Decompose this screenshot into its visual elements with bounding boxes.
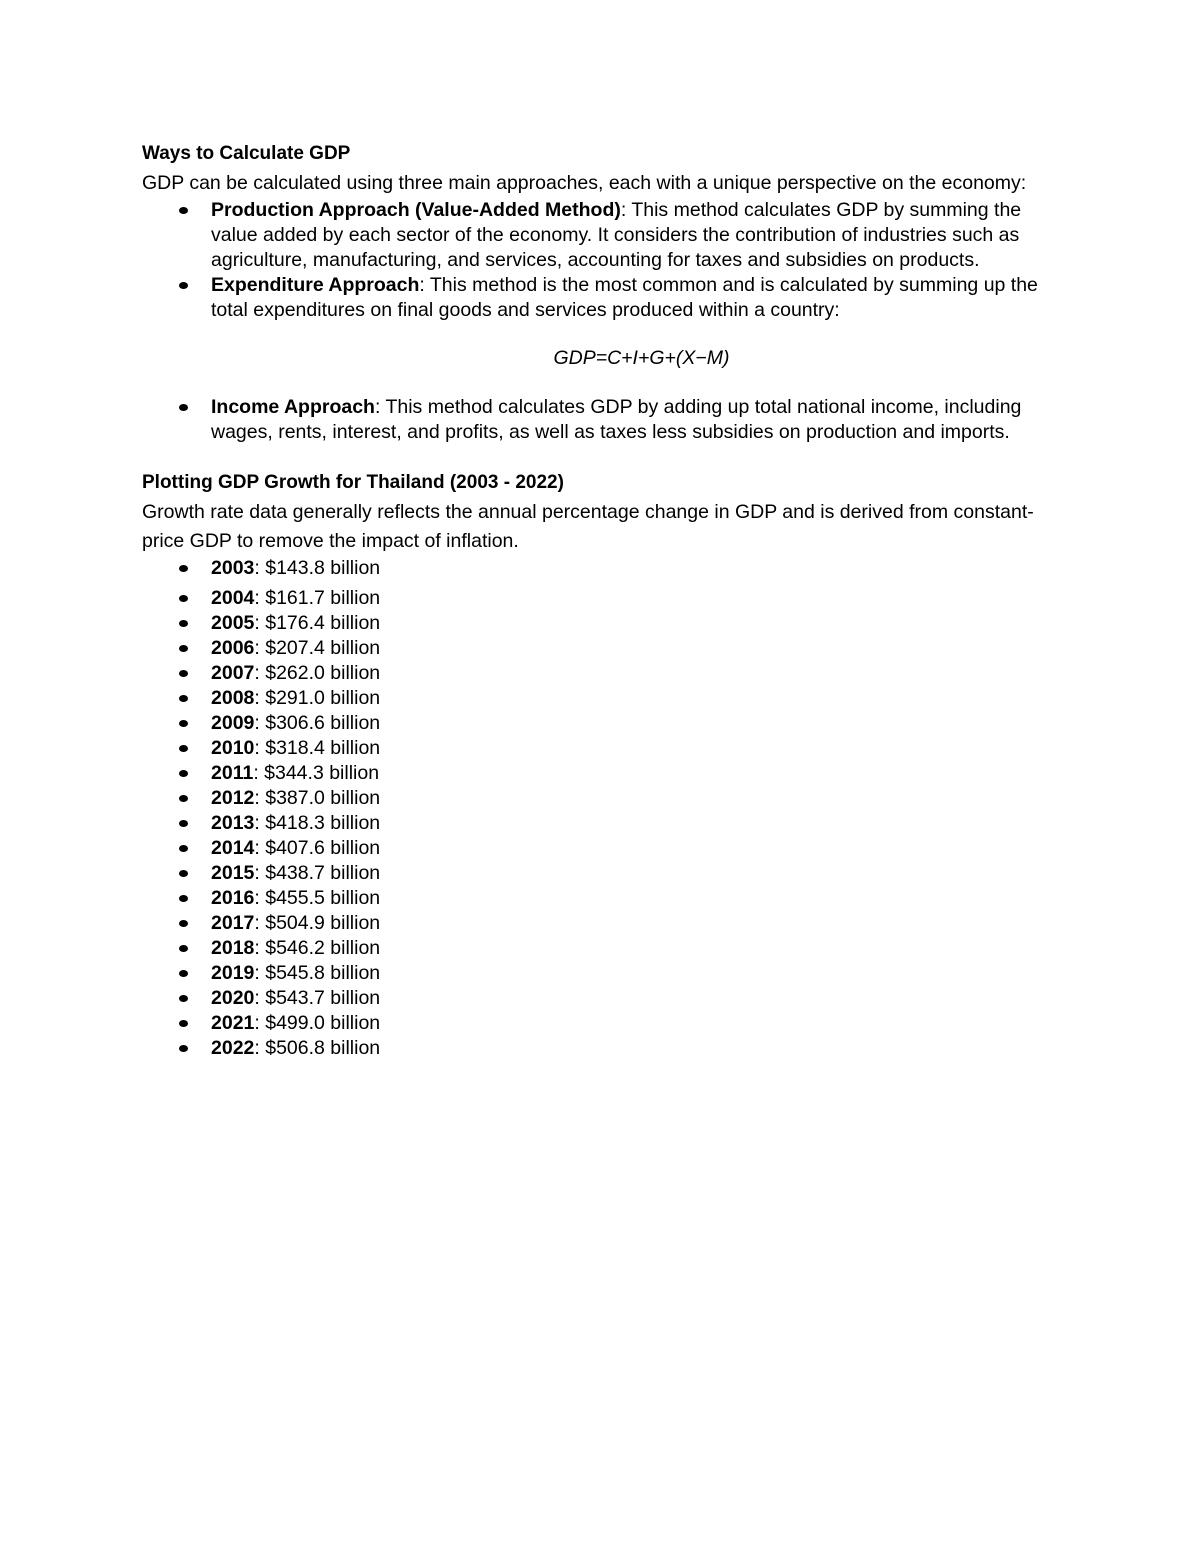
list-item-gdp-year bbox=[142, 1011, 1072, 1036]
approach-description: : This method calculates GDP by adding up total national income, including wages, rents, interest, and profits, as well as taxes less subsidies on production and imports. bbox=[211, 396, 1022, 443]
list-item-gdp-year bbox=[142, 836, 1072, 861]
year-label: 2017 bbox=[211, 912, 255, 934]
bullet-icon bbox=[179, 1045, 188, 1052]
bullet-icon bbox=[179, 870, 188, 877]
bullet-icon bbox=[179, 645, 188, 652]
bullet-icon bbox=[179, 695, 188, 702]
gdp-value: : $318.4 billion bbox=[254, 737, 381, 759]
year-label: 2013 bbox=[211, 812, 255, 834]
year-label: 2005 bbox=[211, 612, 255, 634]
year-label: 2012 bbox=[211, 787, 255, 809]
list-item-gdp-year bbox=[142, 611, 1072, 636]
bullet-icon bbox=[179, 1020, 188, 1027]
document-page bbox=[142, 141, 1072, 1061]
year-label: 2021 bbox=[211, 1012, 255, 1034]
section-gdp-growth-thailand bbox=[142, 470, 1072, 1061]
bullet-icon bbox=[179, 620, 188, 627]
bullet-icon bbox=[179, 720, 188, 727]
year-label: 2008 bbox=[211, 687, 255, 709]
approach-title: Income Approach bbox=[211, 396, 375, 418]
approach-description: : This method is the most common and is calculated by summing up the total expenditures on final goods and services produced within a country: bbox=[211, 274, 1038, 321]
bullet-icon bbox=[179, 895, 188, 902]
list-item-gdp-year bbox=[142, 961, 1072, 986]
year-label: 2020 bbox=[211, 987, 255, 1009]
year-label: 2009 bbox=[211, 712, 255, 734]
bullet-icon bbox=[179, 795, 188, 802]
approach-title: Expenditure Approach bbox=[211, 274, 420, 296]
list-item-gdp-year bbox=[142, 686, 1072, 711]
bullet-icon bbox=[179, 404, 188, 411]
gdp-value: : $455.5 billion bbox=[254, 887, 381, 909]
gdp-value: : $407.6 billion bbox=[254, 837, 381, 859]
section-heading-plotting-gdp-growth: Plotting GDP Growth for Thailand (2003 - 2022) bbox=[142, 472, 564, 493]
list-item-production-approach bbox=[142, 198, 1072, 273]
year-label: 2015 bbox=[211, 862, 255, 884]
gdp-value: : $262.0 billion bbox=[254, 662, 381, 684]
gdp-value: : $504.9 billion bbox=[254, 912, 381, 934]
bullet-icon bbox=[179, 820, 188, 827]
year-label: 2011 bbox=[211, 762, 254, 784]
bullet-icon bbox=[179, 595, 188, 602]
year-label: 2006 bbox=[211, 637, 255, 659]
bullet-icon bbox=[179, 282, 188, 289]
gdp-value: : $546.2 billion bbox=[254, 937, 381, 959]
bullet-icon bbox=[179, 207, 188, 214]
gdp-value: : $143.8 billion bbox=[254, 557, 381, 579]
bullet-icon bbox=[179, 845, 188, 852]
list-item-gdp-year bbox=[142, 761, 1072, 786]
gdp-value: : $499.0 billion bbox=[254, 1012, 381, 1034]
year-label: 2014 bbox=[211, 837, 255, 859]
bullet-icon bbox=[179, 970, 188, 977]
bullet-icon bbox=[179, 945, 188, 952]
gdp-value: : $545.8 billion bbox=[254, 962, 381, 984]
gdp-value: : $418.3 billion bbox=[254, 812, 381, 834]
bullet-icon bbox=[179, 745, 188, 752]
list-item-expenditure-approach bbox=[142, 273, 1072, 323]
list-item-gdp-year bbox=[142, 861, 1072, 886]
list-item-gdp-year bbox=[142, 556, 1072, 581]
gdp-value: : $344.3 billion bbox=[253, 762, 380, 784]
bullet-icon bbox=[179, 565, 188, 572]
section-heading-ways-to-calculate-gdp: Ways to Calculate GDP bbox=[142, 143, 351, 164]
section-intro-paragraph: Growth rate data generally reflects the annual percentage change in GDP and is derived from constant-price GDP to remove the impact of inflation. bbox=[142, 501, 1034, 552]
gdp-formula: GDP=C+I+G+(X−M) bbox=[553, 347, 730, 369]
year-label: 2003 bbox=[211, 557, 255, 579]
list-item-gdp-year bbox=[142, 886, 1072, 911]
approach-title: Production Approach (Value-Added Method) bbox=[211, 199, 621, 221]
list-item-income-approach bbox=[142, 395, 1072, 445]
approaches-list bbox=[142, 198, 1072, 323]
year-label: 2019 bbox=[211, 962, 255, 984]
gdp-value: : $291.0 billion bbox=[254, 687, 381, 709]
gdp-value: : $176.4 billion bbox=[254, 612, 381, 634]
list-item-gdp-year bbox=[142, 711, 1072, 736]
list-item-gdp-year bbox=[142, 586, 1072, 611]
list-item-gdp-year bbox=[142, 786, 1072, 811]
approaches-list-continued bbox=[142, 395, 1072, 445]
list-item-gdp-year bbox=[142, 936, 1072, 961]
year-label: 2007 bbox=[211, 662, 255, 684]
year-label: 2016 bbox=[211, 887, 255, 909]
bullet-icon bbox=[179, 920, 188, 927]
year-label: 2018 bbox=[211, 937, 255, 959]
list-item-gdp-year bbox=[142, 911, 1072, 936]
year-label: 2010 bbox=[211, 737, 255, 759]
gdp-value: : $543.7 billion bbox=[254, 987, 381, 1009]
list-item-gdp-year bbox=[142, 661, 1072, 686]
list-item-gdp-year bbox=[142, 986, 1072, 1011]
list-item-gdp-year bbox=[142, 811, 1072, 836]
list-item-gdp-year bbox=[142, 736, 1072, 761]
year-label: 2022 bbox=[211, 1037, 255, 1059]
gdp-value: : $207.4 billion bbox=[254, 637, 381, 659]
bullet-icon bbox=[179, 770, 188, 777]
approach-description: : This method calculates GDP by summing the value added by each sector of the economy. It considers the contribution of industries such as agriculture, manufacturing, and services, accounting for taxes and subsidies on products. bbox=[211, 199, 1022, 271]
list-item-gdp-year bbox=[142, 1036, 1072, 1061]
gdp-years-list bbox=[142, 556, 1072, 1061]
gdp-value: : $161.7 billion bbox=[254, 587, 381, 609]
section-intro-paragraph: GDP can be calculated using three main approaches, each with a unique perspective on the economy: bbox=[142, 172, 1027, 194]
gdp-value: : $306.6 billion bbox=[254, 712, 381, 734]
gdp-value: : $438.7 billion bbox=[254, 862, 381, 884]
list-item-gdp-year bbox=[142, 636, 1072, 661]
year-label: 2004 bbox=[211, 587, 255, 609]
gdp-value: : $506.8 billion bbox=[254, 1037, 381, 1059]
gdp-value: : $387.0 billion bbox=[254, 787, 381, 809]
bullet-icon bbox=[179, 670, 188, 677]
bullet-icon bbox=[179, 995, 188, 1002]
